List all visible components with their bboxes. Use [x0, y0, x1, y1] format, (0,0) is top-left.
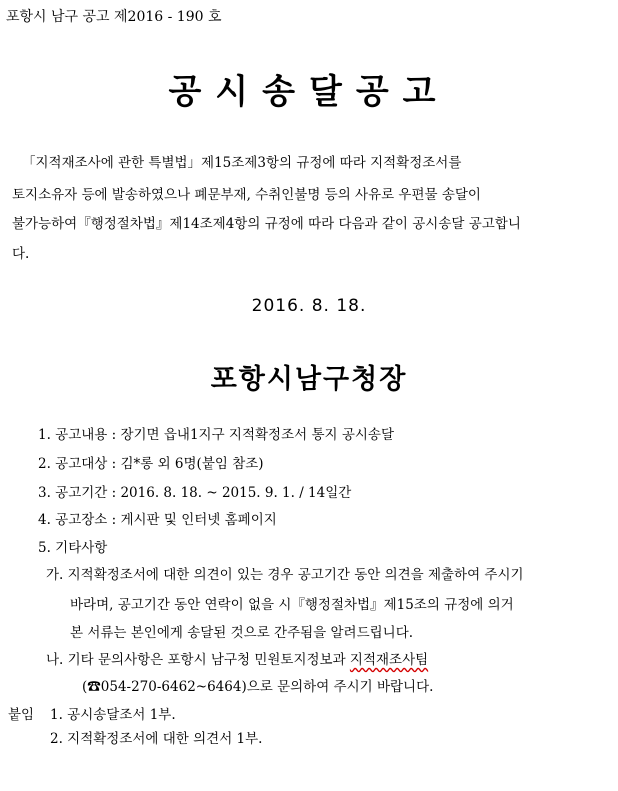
body-line-3: 불가능하여『행정절차법』제14조제4항의 규정에 따라 다음과 같이 공시송달 공고합니: [12, 216, 521, 232]
notice-number: 포항시 남구 공고 제2016 - 190 호: [6, 9, 222, 25]
body-line-1: 「지적재조사에 관한 특별법」제15조제3항의 규정에 따라 지적확정조서를: [22, 155, 462, 171]
issuer-name: 포항시남구청장: [210, 364, 408, 395]
attachments-label: 붙임: [8, 707, 35, 723]
team-name: 지적재조사팀: [349, 652, 429, 668]
item-5: 5. 기타사항: [38, 540, 108, 556]
sub-item-ga-line-3: 본 서류는 본인에게 송달된 것으로 간주됨을 알려드립니다.: [70, 625, 414, 641]
item-4: 4. 공고장소 : 게시판 및 인터넷 홈페이지: [38, 512, 277, 528]
sub-item-na-line-2: (☎054-270-6462~6464)으로 문의하여 주시기 바랍니다.: [82, 679, 434, 695]
document-title: 공시송달공고: [168, 72, 450, 112]
attachment-1: 1. 공시송달조서 1부.: [50, 707, 176, 723]
sub-item-ga-line-2: 바라며, 공고기간 동안 연락이 없을 시『행정절차법』제15조의 규정에 의거: [70, 597, 514, 613]
item-1: 1. 공고내용 : 장기면 읍내1지구 지적확정조서 통지 공시송달: [38, 427, 394, 443]
body-line-2: 토지소유자 등에 발송하였으나 폐문부재, 수취인불명 등의 사유로 우편물 송달이: [12, 187, 481, 203]
notice-date: 2016. 8. 18.: [251, 296, 367, 316]
attachment-2: 2. 지적확정조서에 대한 의견서 1부.: [50, 731, 263, 747]
item-2: 2. 공고대상 : 김*롱 외 6명(붙임 참조): [38, 456, 264, 472]
sub-item-ga-line-1: 가. 지적확정조서에 대한 의견이 있는 경우 공고기간 동안 의견을 제출하여 주시기: [46, 567, 524, 583]
item-3: 3. 공고기간 : 2016. 8. 18. ~ 2015. 9. 1. / 14일간: [38, 485, 352, 501]
sub-item-na-text: 나. 기타 문의사항은 포항시 남구청 민원토지정보과: [46, 652, 350, 668]
body-line-4: 다.: [12, 246, 30, 262]
sub-item-na-line-1: [46, 648, 428, 668]
